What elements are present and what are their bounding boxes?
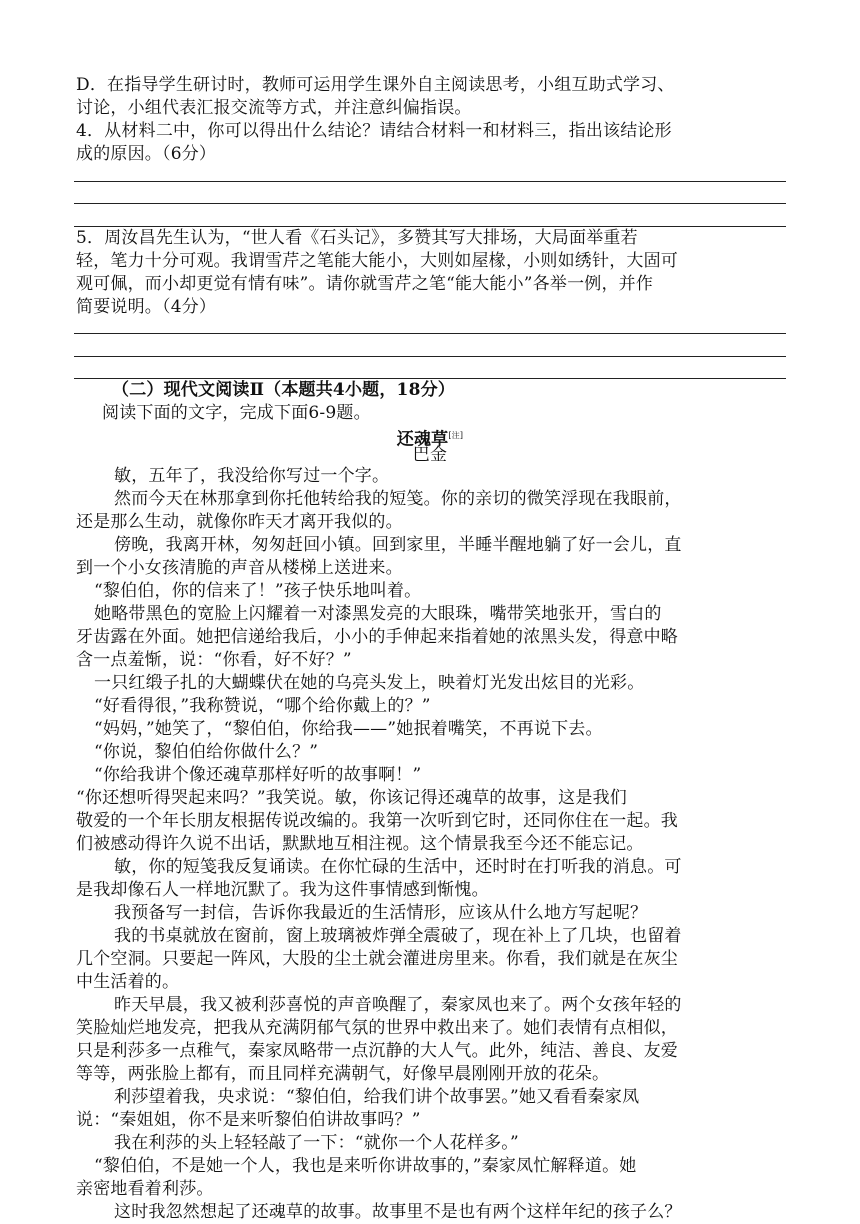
answer-line [74,203,786,204]
body-line: “你给我讲个像还魂草那样好听的故事啊！” [94,765,422,785]
article-title-text: 还魂草 [396,429,449,450]
answer-line [74,181,786,182]
question-4-line-1: 4．从材料二中，你可以得出什么结论？请结合材料一和材料三，指出该结论形 [76,121,672,141]
body-line: 中生活着的。 [76,972,180,992]
body-line: 是我却像石人一样地沉默了。我为这件事情感到惭愧。 [76,880,489,900]
body-line: 牙齿露在外面。她把信递给我后，小小的手伸起来指着她的浓黑头发，得意中略 [76,627,678,647]
body-line: 含一点羞惭，说：“你看，好不好？” [76,650,352,670]
body-line: 敏，你的短笺我反复诵读。在你忙碌的生活中，还时时在打听我的消息。可 [114,857,682,877]
question-5-line-3: 观可佩，而小却更觉有情有味”。请你就雪芹之笔“能大能小”各举一例，并作 [76,274,654,294]
question-5-line-4: 简要说明。（4分） [76,297,217,317]
question-5-line-2: 轻，笔力十分可观。我谓雪芹之笔能大能小，大则如屋椽，小则如绣针，大固可 [76,251,678,271]
option-d-line-2: 讨论，小组代表汇报交流等方式，并注意纠偏指误。 [76,98,472,118]
body-line: “黎伯伯，你的信来了！”孩子快乐地叫着。 [94,581,422,601]
body-line: 一只红缎子扎的大蝴蝶伏在她的乌亮头发上，映着灯光发出炫目的光彩。 [94,673,645,693]
body-line: 等等，两张脸上都有，而且同样充满朝气，好像早晨刚刚开放的花朵。 [76,1064,610,1084]
question-5-line-1: 5．周汝昌先生认为，“世人看《石头记》，多赞其写大排场，大局面举重若 [76,228,638,248]
body-line: 敏，五年了，我没给你写过一个字。 [114,466,390,486]
section-instruction: 阅读下面的文字，完成下面6-9题。 [102,403,371,423]
body-line: 们被感动得许久说不出话，默默地互相注视。这个情景我至今还不能忘记。 [76,834,644,854]
body-line: 只是利莎多一点稚气，秦家凤略带一点沉静的大人气。此外，纯洁、善良、友爱 [76,1041,678,1061]
article-author: 巴金 [412,445,448,465]
answer-line [74,356,786,357]
body-line: 利莎望着我，央求说：“黎伯伯，给我们讲个故事罢。”她又看看秦家凤 [114,1087,640,1107]
body-line: “你还想听得哭起来吗？”我笑说。敏，你该记得还魂草的故事，这是我们 [76,788,627,808]
body-line: 亲密地看着利莎。 [76,1179,214,1199]
body-line: 我的书桌就放在窗前，窗上玻璃被炸弹全震破了，现在补上了几块，也留着 [114,926,682,946]
body-line: 昨天早晨，我又被利莎喜悦的声音唤醒了，秦家凤也来了。两个女孩年轻的 [114,995,682,1015]
section-heading: （二）现代文阅读Ⅱ（本题共4小题，18分） [112,380,456,400]
question-4-line-2: 成的原因。（6分） [76,144,217,164]
body-line: 说：“秦姐姐，你不是来听黎伯伯讲故事吗？” [76,1110,421,1130]
answer-line [74,333,786,334]
body-line: “好看得很，”我称赞说，“哪个给你戴上的？” [94,696,431,716]
body-line: 几个空洞。只要起一阵风，大股的尘土就会灌进房里来。你看，我们就是在灰尘 [76,949,678,969]
body-line: 傍晚，我离开林，匆匆赶回小镇。回到家里，半睡半醒地躺了好一会儿，直 [114,535,682,555]
title-note: [注] [448,431,464,440]
body-line: “黎伯伯，不是她一个人，我也是来听你讲故事的，”秦家凤忙解释道。她 [94,1156,637,1176]
body-line: 我在利莎的头上轻轻敲了一下：“就你一个人花样多。” [114,1133,519,1153]
body-line: 这时我忽然想起了还魂草的故事。故事里不是也有两个这样年纪的孩子么？ [114,1202,682,1222]
body-line: 还是那么生动，就像你昨天才离开我似的。 [76,512,403,532]
body-line: 她略带黑色的宽脸上闪耀着一对漆黑发亮的大眼珠，嘴带笑地张开，雪白的 [94,604,662,624]
option-d-line-1: D．在指导学生研讨时，教师可运用学生课外自主阅读思考，小组互助式学习、 [76,75,675,95]
body-line: “妈妈，”她笑了，“黎伯伯，你给我——”她抿着嘴笑，不再说下去。 [94,719,603,739]
body-line: 然而今天在林那拿到你托他转给我的短笺。你的亲切的微笑浮现在我眼前， [114,489,682,509]
body-line: 到一个小女孩清脆的声音从楼梯上送进来。 [76,558,403,578]
body-line: 敬爱的一个年长朋友根据传说改编的。我第一次听到它时，还同你住在一起。我 [76,811,678,831]
body-line: 笑脸灿烂地发亮，把我从充满阴郁气氛的世界中救出来了。她们表情有点相似， [76,1018,678,1038]
body-line: 我预备写一封信，告诉你我最近的生活情形，应该从什么地方写起呢？ [114,903,648,923]
body-line: “你说，黎伯伯给你做什么？” [94,742,319,762]
